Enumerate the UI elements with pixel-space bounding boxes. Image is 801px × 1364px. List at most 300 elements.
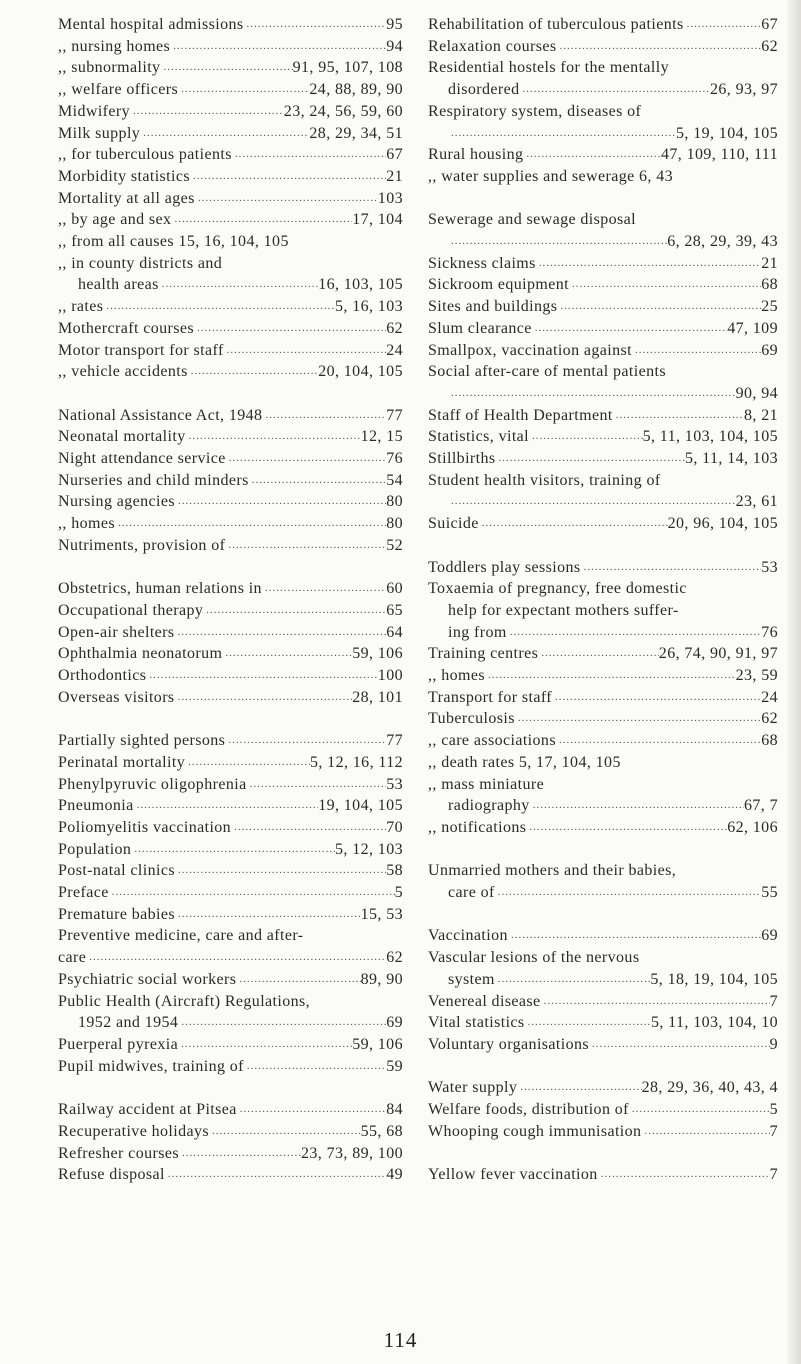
index-entry-label: Morbidity statistics	[58, 167, 190, 185]
index-entry-pages: 5, 12, 16, 112	[309, 753, 403, 771]
index-entry-pages: 59, 106	[352, 1036, 403, 1053]
index-entry-pages: 59	[386, 1057, 403, 1075]
index-entry-label: Public Health (Aircraft) Regulations,	[58, 992, 311, 1010]
dot-leader	[178, 79, 309, 101]
index-entry-label: Training centres	[428, 645, 539, 663]
index-entry	[58, 79, 403, 101]
index-entry	[58, 318, 403, 340]
index-entry-label: ,, by age and sex	[58, 211, 172, 229]
index-entry	[58, 470, 403, 492]
index-entry-label: Welfare foods, distribution of	[428, 1101, 629, 1119]
dot-leader	[532, 318, 727, 340]
index-entry-label: radiography	[448, 797, 530, 815]
index-entry	[58, 14, 403, 36]
index-entry-label: Transport for staff	[428, 688, 553, 706]
dot-leader	[479, 513, 668, 535]
index-entry	[428, 470, 778, 492]
dot-leader	[146, 665, 377, 687]
dot-leader	[541, 991, 770, 1013]
index-entry-label: Premature babies	[58, 905, 176, 923]
index-entry-pages: 59, 106	[352, 645, 403, 663]
index-entry-label: Perinatal mortality	[58, 753, 186, 771]
index-entry-pages: 62	[761, 710, 778, 728]
dot-leader	[507, 622, 761, 644]
index-entry	[428, 925, 778, 947]
index-entry	[428, 491, 778, 513]
index-entry	[58, 947, 403, 969]
index-entry-label: National Assistance Act, 1948	[58, 406, 263, 424]
dot-leader	[188, 361, 318, 383]
index-entry-pages: 21	[761, 254, 778, 272]
index-entry-label: Refuse disposal	[58, 1166, 165, 1184]
index-entry	[58, 795, 403, 817]
dot-leader	[131, 839, 335, 861]
index-entry	[428, 578, 778, 600]
index-entry-pages: 23, 59	[735, 667, 778, 685]
index-entry-label: Pupil midwives, training of	[58, 1057, 244, 1075]
index-entry	[428, 687, 778, 709]
dot-leader	[109, 882, 395, 904]
index-entry	[428, 1034, 778, 1056]
index-entry	[58, 448, 403, 470]
index-entry	[428, 123, 778, 145]
section-gap	[58, 1077, 403, 1099]
dot-leader	[613, 405, 744, 427]
dot-leader	[598, 1164, 770, 1186]
index-entry	[428, 383, 778, 405]
dot-leader	[178, 1012, 386, 1034]
section-gap	[58, 383, 403, 405]
dot-leader	[448, 231, 667, 253]
dot-leader	[632, 340, 761, 362]
index-entry-label: ,, welfare officers	[58, 81, 179, 99]
index-entry-label: Milk supply	[58, 124, 141, 142]
section-gap	[58, 708, 403, 730]
index-entry	[58, 209, 403, 231]
section-gap	[428, 1056, 778, 1078]
index-entry-label: ,, rates	[58, 298, 104, 316]
index-entry-pages: 64	[386, 623, 403, 641]
index-entry-label: Voluntary organisations	[428, 1035, 590, 1053]
index-entry-label: Phenylpyruvic oligophrenia	[58, 775, 247, 793]
dot-leader	[262, 578, 386, 600]
index-entry	[58, 405, 403, 427]
index-entry	[58, 1121, 403, 1143]
index-entry-pages: 5	[394, 884, 403, 902]
dot-leader	[495, 882, 761, 904]
dot-leader	[552, 687, 761, 709]
index-entry	[428, 340, 778, 362]
index-entry	[428, 144, 778, 166]
dot-leader	[186, 426, 361, 448]
index-entry-label: Vital statistics	[428, 1014, 525, 1032]
index-entry-label: ,, vehicle accidents	[58, 363, 188, 381]
dot-leader	[525, 1012, 651, 1034]
index-entry	[58, 969, 403, 991]
index-entry-pages: 20, 96, 104, 105	[667, 515, 778, 533]
index-entry-pages: 21	[386, 167, 403, 185]
index-entry	[428, 166, 778, 188]
index-entry-pages: 28, 29, 36, 40, 43, 4	[641, 1079, 778, 1097]
index-entry	[58, 882, 403, 904]
index-entry-label: ,, homes	[428, 667, 485, 685]
dot-leader	[556, 730, 761, 752]
index-entry-pages: 80	[386, 515, 403, 533]
index-entry-pages: 58	[386, 862, 403, 880]
index-entry-pages: 5, 11, 103, 104, 10	[650, 1014, 778, 1032]
index-entry-label: Nursing agencies	[58, 493, 176, 511]
index-entry	[428, 817, 778, 839]
index-entry-pages: 95	[386, 16, 403, 33]
index-entry-label: Venereal disease	[428, 992, 541, 1010]
index-entry-pages: 5	[769, 1101, 778, 1119]
section-gap	[58, 557, 403, 579]
index-entry-label: Railway accident at Pitsea	[58, 1101, 237, 1119]
index-entry-label: Yellow fever vaccination	[428, 1166, 598, 1184]
index-entry	[428, 405, 778, 427]
index-entry-pages: 25	[761, 298, 778, 316]
index-column-right	[428, 14, 778, 1186]
index-entry-pages: 26, 93, 97	[710, 81, 778, 99]
index-entry-label: Mental hospital admissions	[58, 16, 244, 33]
index-entry-pages: 5, 11, 14, 103	[684, 450, 778, 468]
index-entry	[58, 991, 403, 1013]
index-entry-label: Student health visitors, training of	[428, 471, 661, 489]
dot-leader	[236, 969, 360, 991]
index-entry	[428, 14, 778, 36]
dot-leader	[232, 144, 386, 166]
dot-leader	[581, 557, 762, 579]
index-entry-pages: 55, 68	[360, 1122, 403, 1140]
index-entry	[58, 622, 403, 644]
index-entry-pages: 7	[769, 1166, 778, 1184]
index-entry-label: Rehabilitation of tuberculous patients	[428, 16, 684, 33]
index-entry-label: Smallpox, vaccination against	[428, 341, 632, 359]
dot-leader	[171, 209, 352, 231]
index-entry-label: Pneumonia	[58, 797, 134, 815]
index-entry-pages: 65	[386, 601, 403, 619]
index-entry-label: Motor transport for staff	[58, 341, 224, 359]
index-entry-pages: 5, 16, 103	[335, 298, 403, 316]
index-entry	[428, 600, 778, 622]
index-entry-pages: 90, 94	[735, 384, 778, 402]
index-entry-label: Toddlers play sessions	[428, 558, 581, 576]
index-entry-pages: 23, 24, 56, 59, 60	[283, 102, 403, 120]
index-entry-pages: 24, 88, 89, 90	[309, 81, 403, 99]
index-entry-pages: 91, 95, 107, 108	[292, 59, 403, 77]
dot-leader	[231, 817, 386, 839]
index-entry-pages: 100	[377, 667, 403, 685]
dot-leader	[589, 1034, 770, 1056]
index-entry	[428, 665, 778, 687]
index-entry-label: Suicide	[428, 515, 479, 533]
section-gap	[428, 188, 778, 210]
index-entry	[58, 1056, 403, 1078]
index-entry-pages: 6, 28, 29, 39, 43	[667, 233, 778, 251]
dot-leader	[517, 1077, 641, 1099]
index-entry	[58, 860, 403, 882]
dot-leader	[515, 708, 761, 730]
dot-leader	[448, 491, 736, 513]
index-entry	[58, 513, 403, 535]
index-entry	[428, 79, 778, 101]
index-entry-pages: 24	[386, 341, 403, 359]
dot-leader	[134, 795, 319, 817]
index-entry-pages: 103	[377, 189, 403, 207]
index-entry	[58, 904, 403, 926]
dot-leader	[175, 622, 387, 644]
index-entry-label: Population	[58, 840, 132, 858]
index-entry	[428, 231, 778, 253]
index-entry-pages: 5, 18, 19, 104, 105	[650, 970, 778, 988]
index-entry-pages: 55	[761, 884, 778, 902]
index-entry-label: Stillbirths	[428, 450, 496, 468]
dot-leader	[115, 513, 386, 535]
dot-leader	[496, 448, 685, 470]
index-entry-label: Midwifery	[58, 102, 131, 120]
index-entry-label: Partially sighted persons	[58, 732, 226, 750]
index-entry	[428, 296, 778, 318]
index-entry-label: ,, for tuberculous patients	[58, 146, 232, 164]
page-number: 114	[383, 1328, 418, 1352]
index-entry	[428, 1099, 778, 1121]
dot-leader	[526, 817, 727, 839]
dot-leader	[175, 687, 353, 709]
index-entry-label: Recuperative holidays	[58, 1122, 210, 1140]
index-column-left	[58, 14, 403, 1186]
index-entry-pages: 80	[386, 493, 403, 511]
index-entry-pages: 8, 21	[744, 406, 778, 424]
index-entry-pages: 53	[761, 558, 778, 576]
dot-leader	[86, 947, 386, 969]
dot-leader	[194, 318, 386, 340]
index-entry-label: ,, notifications	[428, 818, 527, 836]
dot-leader	[536, 253, 761, 275]
index-entry-pages: 67	[386, 146, 403, 164]
index-entry	[428, 274, 778, 296]
dot-leader	[538, 643, 659, 665]
section-gap	[428, 535, 778, 557]
index-entry-label: Puerperal pyrexia	[58, 1036, 179, 1053]
section-gap	[428, 904, 778, 926]
index-entry	[58, 144, 403, 166]
index-entry-pages: 24	[761, 688, 778, 706]
dot-leader	[520, 79, 710, 101]
section-gap	[428, 839, 778, 861]
dot-leader	[226, 448, 386, 470]
dot-leader	[244, 1056, 386, 1078]
index-entry-pages: 5, 11, 103, 104, 105	[642, 428, 778, 446]
index-entry-pages: 89, 90	[360, 970, 403, 988]
dot-leader	[523, 144, 661, 166]
index-entry-label: Overseas visitors	[58, 688, 175, 706]
dot-leader	[175, 860, 386, 882]
index-entry-pages: 76	[386, 450, 403, 468]
index-entry	[58, 752, 403, 774]
dot-leader	[222, 643, 352, 665]
index-entry-pages: 47, 109, 110, 111	[660, 146, 778, 164]
index-entry-label: Night attendance service	[58, 450, 226, 468]
index-entry	[58, 340, 403, 362]
dot-leader	[203, 600, 386, 622]
index-entry	[58, 296, 403, 318]
index-entry-pages: 70	[386, 818, 403, 836]
index-entry-pages: 54	[386, 471, 403, 489]
dot-leader	[249, 470, 386, 492]
index-entry-pages: 84	[386, 1101, 403, 1119]
index-entry	[428, 448, 778, 470]
index-entry-pages: 94	[386, 37, 403, 55]
index-entry-label: health areas	[78, 276, 159, 294]
index-entry-pages: 23, 73, 89, 100	[301, 1144, 403, 1162]
index-entry	[428, 622, 778, 644]
index-entry-pages: 49	[386, 1166, 403, 1184]
index-entry-pages: 62	[386, 319, 403, 337]
index-entry-label: Relaxation courses	[428, 37, 557, 55]
dot-leader	[629, 1099, 770, 1121]
index-entry	[58, 57, 403, 79]
dot-leader	[165, 1164, 386, 1186]
index-entry-pages: 9	[769, 1035, 778, 1053]
index-entry-label: Occupational therapy	[58, 601, 204, 619]
index-entry-label: Statistics, vital	[428, 428, 530, 446]
index-entry-pages: 77	[386, 406, 403, 424]
index-entry-label: Mortality at all ages	[58, 189, 195, 207]
index-entry	[428, 643, 778, 665]
index-entry-label: Neonatal mortality	[58, 428, 186, 446]
index-entry-label: ,, care associations	[428, 732, 556, 750]
dot-leader	[448, 383, 736, 405]
index-entry	[58, 1099, 403, 1121]
index-entry	[428, 730, 778, 752]
index-entry-pages: 67	[761, 16, 778, 33]
index-entry	[58, 426, 403, 448]
index-entry-label: ,, in county districts and	[58, 254, 223, 272]
index-entry	[58, 643, 403, 665]
index-entry-label: Whooping cough immunisation	[428, 1122, 642, 1140]
dot-leader	[557, 36, 762, 58]
index-entry	[58, 925, 403, 947]
index-entry-label: Psychiatric social workers	[58, 970, 237, 988]
index-entry-pages: 53	[386, 775, 403, 793]
index-entry-pages: 68	[761, 276, 778, 294]
index-entry-pages: 62	[761, 37, 778, 55]
index-entry	[58, 1143, 403, 1165]
index-entry	[58, 665, 403, 687]
index-entry	[58, 730, 403, 752]
index-entry	[428, 882, 778, 904]
index-entry-pages: 26, 74, 90, 91, 97	[658, 645, 778, 663]
index-entry	[428, 318, 778, 340]
index-entry-label: Slum clearance	[428, 319, 532, 337]
section-gap	[428, 1142, 778, 1164]
index-entry	[58, 166, 403, 188]
index-entry-pages: 47, 109	[727, 319, 778, 337]
index-entry-label: Poliomyelitis vaccination	[58, 818, 232, 836]
index-entry	[58, 491, 403, 513]
index-entry	[58, 361, 403, 383]
dot-leader	[530, 795, 744, 817]
dot-leader	[244, 14, 387, 36]
index-entry	[428, 991, 778, 1013]
index-entry-label: Rural housing	[428, 146, 524, 164]
index-entry	[428, 36, 778, 58]
index-entry-label: Sickroom equipment	[428, 276, 569, 294]
index-entry-label: Obstetrics, human relations in	[58, 580, 262, 598]
index-entry-pages: 69	[761, 927, 778, 945]
index-entry-pages: 15, 53	[360, 905, 403, 923]
index-entry-label: Vascular lesions of the nervous	[428, 949, 640, 967]
index-entry	[58, 774, 403, 796]
index-entry-label: Preventive medicine, care and after-	[58, 927, 304, 945]
index-entry	[428, 361, 778, 383]
index-entry	[428, 708, 778, 730]
index-entry-pages: 62	[386, 949, 403, 967]
index-entry	[58, 36, 403, 58]
dot-leader	[495, 969, 651, 991]
dot-leader	[557, 296, 761, 318]
index-entry-label: ,, subnormality	[58, 59, 161, 77]
index-entry-label: Mothercraft courses	[58, 319, 194, 337]
index-entry	[428, 1077, 778, 1099]
dot-leader	[190, 166, 386, 188]
index-entry	[58, 101, 403, 123]
index-entry	[428, 513, 778, 535]
index-entry	[428, 1121, 778, 1143]
index-entry-label: ,, water supplies and sewerage 6, 43	[428, 167, 673, 185]
dot-leader	[225, 730, 386, 752]
dot-leader	[262, 405, 386, 427]
index-entry-label: care of	[448, 884, 495, 902]
index-entry	[428, 1012, 778, 1034]
index-entry-label: ing from	[448, 623, 507, 641]
index-entry-label: help for expectant mothers suffer-	[448, 601, 679, 619]
dot-leader	[175, 491, 386, 513]
index-entry-pages: 67, 7	[744, 797, 778, 815]
index-entry	[428, 557, 778, 579]
index-entry	[428, 57, 778, 79]
index-entry-label: Open-air shelters	[58, 623, 175, 641]
index-entry-label: ,, homes	[58, 515, 115, 533]
dot-leader	[508, 925, 761, 947]
index-entry-pages: 69	[386, 1014, 403, 1032]
index-entry	[58, 231, 403, 253]
index-entry	[428, 253, 778, 275]
index-entry-pages: 23, 61	[735, 493, 778, 511]
index-entry-pages: 12, 15	[360, 428, 403, 446]
dot-leader	[185, 752, 310, 774]
dot-leader	[195, 188, 378, 210]
dot-leader	[237, 1099, 386, 1121]
index-entry	[428, 947, 778, 969]
index-entry	[58, 839, 403, 861]
index-entry-label: Preface	[58, 884, 109, 902]
index-entry-pages: 60	[386, 580, 403, 598]
index-entry	[58, 1034, 403, 1056]
index-entry	[58, 687, 403, 709]
index-entry	[58, 123, 403, 145]
index-entry-pages: 7	[769, 1122, 778, 1140]
index-entry-label: Nutriments, provision of	[58, 536, 226, 554]
dot-leader	[529, 426, 643, 448]
dot-leader	[641, 1121, 769, 1143]
index-entry-label: Toxaemia of pregnancy, free domestic	[428, 580, 687, 598]
dot-leader	[448, 123, 676, 145]
index-entry	[428, 774, 778, 796]
index-entry-pages: 19, 104, 105	[318, 797, 403, 815]
dot-leader	[485, 665, 736, 687]
index-entry	[58, 274, 403, 296]
